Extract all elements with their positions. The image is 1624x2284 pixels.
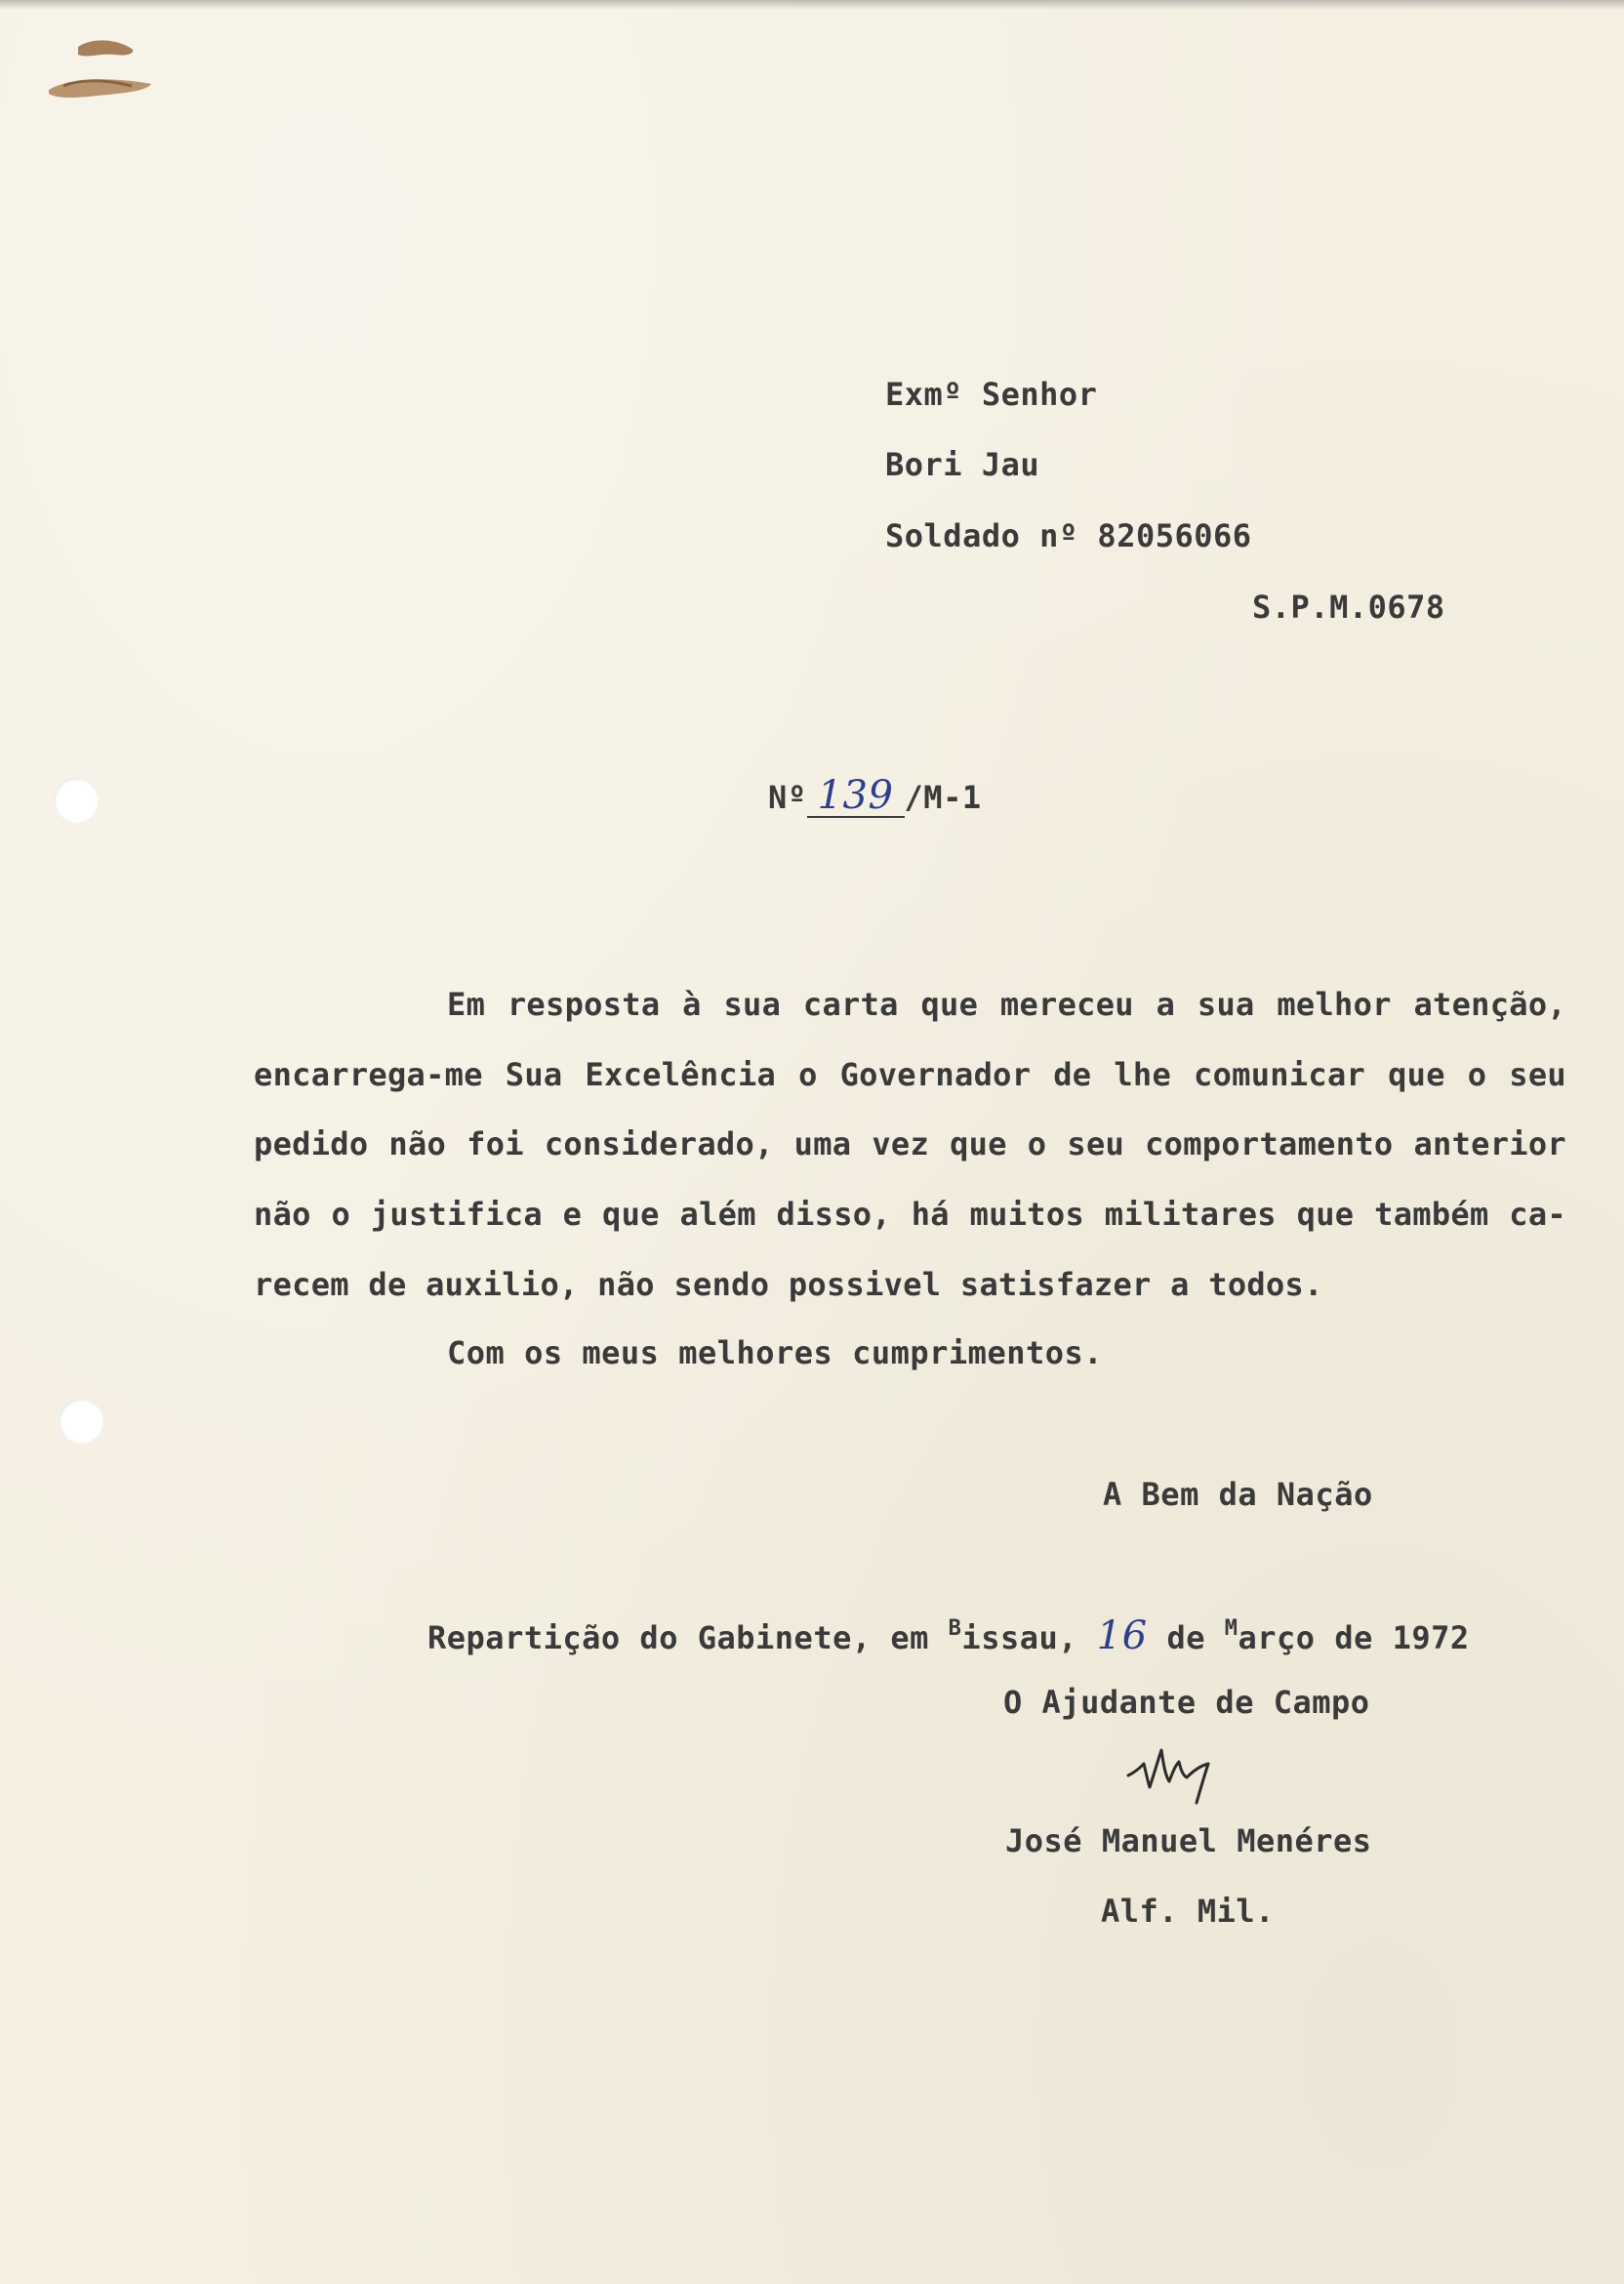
recipient-name: Bori Jau <box>885 446 1040 483</box>
closing-line: Com os meus melhores cumprimentos. <box>447 1334 1104 1371</box>
dateline-handwritten-day: 16 <box>1096 1613 1148 1658</box>
body-line-4: não o justifica e que além disso, há muitos militares que também ca- <box>254 1196 1566 1233</box>
dateline-city-initial: B <box>948 1616 962 1641</box>
dateline-prefix: Repartição do Gabinete, em <box>427 1619 949 1656</box>
handwritten-signature <box>1122 1742 1249 1820</box>
recipient-rank-number: Soldado nº 82056066 <box>885 517 1252 554</box>
reference-number <box>768 773 982 818</box>
dateline-month-initial: M <box>1224 1616 1238 1641</box>
dateline <box>427 1613 1470 1658</box>
reference-handwritten-number: 139 <box>817 773 894 818</box>
recipient-salutation: Exmº Senhor <box>885 376 1098 413</box>
dateline-de: de <box>1147 1619 1225 1656</box>
body-line-2: encarrega-me Sua Excelência o Governador de lhe comunicar que o seu <box>254 1056 1566 1093</box>
rust-stain <box>39 29 166 117</box>
signatory-rank: Alf. Mil. <box>1101 1893 1275 1930</box>
punch-hole-top <box>54 778 99 823</box>
body-line-3: pedido não foi considerado, uma vez que o seu comportamento anterior <box>254 1125 1566 1162</box>
recipient-postal-code: S.P.M.0678 <box>1252 589 1445 626</box>
body-line-1: Em resposta à sua carta que mereceu a sua melhor atenção, <box>447 986 1566 1023</box>
body-line-5: recem de auxilio, não sendo possivel satisfazer a todos. <box>254 1266 1323 1303</box>
reference-suffix: /M-1 <box>904 779 982 816</box>
dateline-month-rest: arço de 1972 <box>1238 1619 1470 1656</box>
motto: A Bem da Nação <box>1103 1476 1373 1513</box>
page-top-edge <box>0 0 1624 10</box>
punch-hole-bottom <box>59 1399 103 1444</box>
signatory-name: José Manuel Menéres <box>1005 1822 1372 1859</box>
reference-prefix: Nº <box>768 779 807 816</box>
dateline-city-rest: issau, <box>961 1619 1097 1656</box>
signatory-title: O Ajudante de Campo <box>1003 1684 1370 1721</box>
reference-number-field <box>807 773 905 818</box>
